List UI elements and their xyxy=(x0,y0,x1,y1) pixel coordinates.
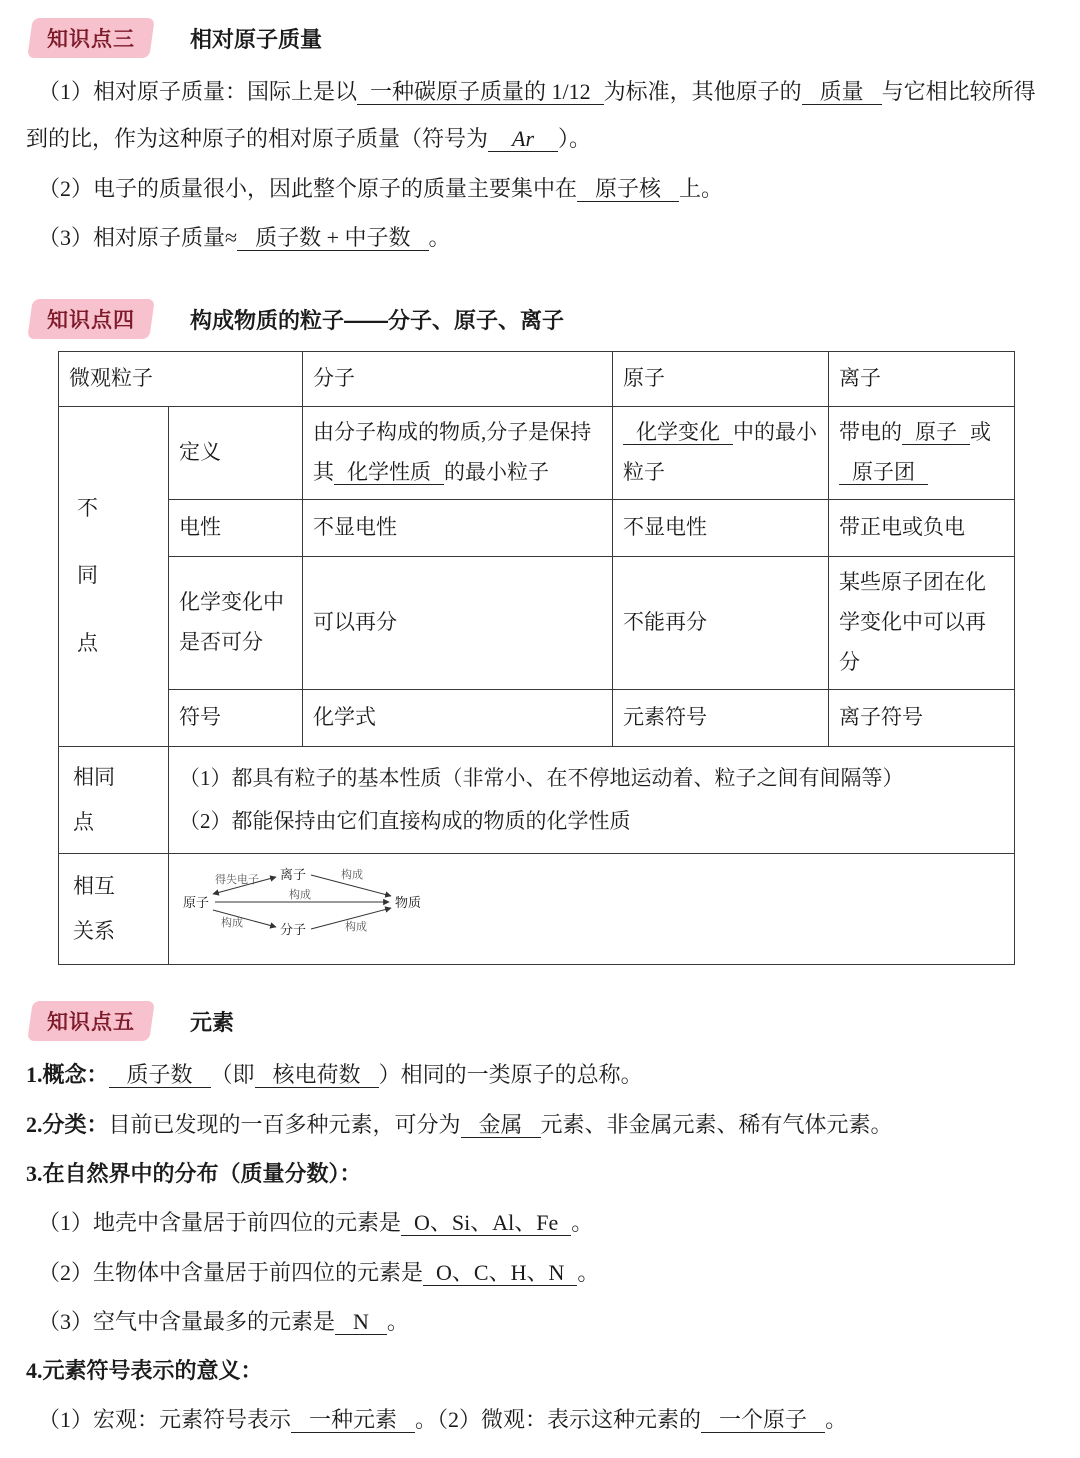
similarity-line-2: （2）都能保持由它们直接构成的物质的化学性质 xyxy=(179,808,631,833)
label-line: 关系 xyxy=(73,918,115,943)
item-label: 2.分类： xyxy=(26,1111,109,1137)
text-segment: ）相同的一类原子的总称。 xyxy=(378,1062,643,1088)
k5-concept xyxy=(26,1051,1052,1098)
cell-ion-definition xyxy=(829,407,1015,500)
blank-answer-one-element: 一种元素 xyxy=(291,1407,415,1433)
relationship-content xyxy=(169,854,1015,965)
label-line: 相互 xyxy=(73,873,115,898)
text-segment: 带电的 xyxy=(839,420,902,445)
cell-atom-divisibility: 不能再分 xyxy=(613,556,829,689)
row-label-symbol: 符号 xyxy=(169,689,303,746)
item-label: 4.元素符号表示的意义： xyxy=(26,1358,263,1384)
knowledge-point-3-badge xyxy=(27,18,155,58)
item-label: 3.在自然界中的分布（质量分数）： xyxy=(26,1160,362,1186)
label-line: 点 xyxy=(73,809,94,834)
cell-ion-divisibility: 某些原子团在化学变化中可以再分 xyxy=(829,556,1015,689)
arrow-label-compose-atom-molecule: 构成 xyxy=(221,917,243,930)
blank-answer-one-atom: 一个原子 xyxy=(701,1407,825,1433)
text-segment: 或 xyxy=(970,420,991,445)
node-matter: 物质 xyxy=(395,895,422,911)
blank-answer-mass: 质量 xyxy=(802,79,882,105)
particles-comparison-table xyxy=(58,351,1015,965)
knowledge-point-3-badge-label: 知识点三 xyxy=(47,28,135,51)
section-k4-title: 构成物质的粒子——分子、原子、离子 xyxy=(190,307,565,333)
cell-molecule-symbol: 化学式 xyxy=(303,689,613,746)
k5-symbol-meaning-detail xyxy=(26,1396,1052,1443)
cell-atom-definition xyxy=(613,407,829,500)
blank-answer-air-element: N xyxy=(335,1309,387,1335)
k5-distribution-heading xyxy=(26,1150,1052,1197)
blank-answer-atom-group: 原子团 xyxy=(839,460,928,485)
col-header-atom: 原子 xyxy=(613,352,829,407)
row-label-charge: 电性 xyxy=(169,499,303,556)
blank-answer-nuclear-charge: 核电荷数 xyxy=(255,1062,379,1088)
text-segment: （1）相对原子质量：国际上是以 xyxy=(38,79,358,104)
table-row-charge xyxy=(59,499,1015,556)
blank-answer-proton-number: 质子数 xyxy=(109,1062,211,1088)
col-header-ion: 离子 xyxy=(829,352,1015,407)
table-row-symbol xyxy=(59,689,1015,746)
text-segment: （1）宏观：元素符号表示 xyxy=(38,1407,292,1433)
cell-ion-charge: 带正电或负电 xyxy=(829,499,1015,556)
k5-distribution-air xyxy=(26,1298,1052,1345)
label-line: 相同 xyxy=(73,764,115,789)
table-row-relationship xyxy=(59,854,1015,965)
cell-ion-symbol: 离子符号 xyxy=(829,689,1015,746)
blank-answer-carbon-standard: 一种碳原子质量的 1/12 xyxy=(357,79,604,105)
text-segment: 中的最小粒子 xyxy=(623,420,817,485)
table-row-similarities xyxy=(59,746,1015,854)
blank-answer-chemical-change: 化学变化 xyxy=(623,420,733,445)
diff-label-char: 点 xyxy=(77,631,98,656)
table-row-definition xyxy=(59,407,1015,500)
section-k3-title: 相对原子质量 xyxy=(190,26,323,52)
similarity-line-1: （1）都具有粒子的基本性质（非常小、在不停地运动着、粒子之间有间隔等） xyxy=(179,765,904,790)
knowledge-point-5-badge-label: 知识点五 xyxy=(47,1011,135,1035)
text-segment: （1）地壳中含量居于前四位的元素是 xyxy=(38,1210,402,1236)
k5-distribution-crust xyxy=(26,1199,1052,1246)
text-segment: 与它相比较所得到的比，作为这种原子的相对原子质量（符号为 xyxy=(26,79,1036,152)
diff-label-char: 不 xyxy=(77,495,98,520)
text-segment: 为标准，其他原子的 xyxy=(603,79,802,104)
blank-answer-chemical-properties: 化学性质 xyxy=(334,460,444,485)
node-ion: 离子 xyxy=(280,867,307,883)
k3-item-2 xyxy=(26,165,1052,212)
differences-row-label xyxy=(59,407,169,746)
text-segment: 。 xyxy=(571,1210,594,1236)
blank-answer-metal: 金属 xyxy=(461,1112,541,1138)
cell-molecule-divisibility: 可以再分 xyxy=(303,556,613,689)
similarities-content xyxy=(169,746,1015,854)
blank-answer-organism-elements: O、C、H、N xyxy=(423,1260,577,1286)
blank-answer-atom: 原子 xyxy=(902,420,970,445)
knowledge-point-4-badge-label: 知识点四 xyxy=(47,309,135,333)
text-segment: （2）电子的质量很小，因此整个原子的质量主要集中在 xyxy=(38,175,578,201)
text-segment: 。（2）微观：表示这种元素的 xyxy=(415,1407,702,1433)
col-header-molecule: 分子 xyxy=(303,352,613,407)
text-segment: 上。 xyxy=(679,175,724,201)
k5-classification xyxy=(26,1101,1052,1148)
text-segment: 目前已发现的一百多种元素，可分为 xyxy=(108,1111,461,1137)
text-segment: 。 xyxy=(577,1259,600,1285)
cell-molecule-charge: 不显电性 xyxy=(303,499,613,556)
k5-symbol-meaning-heading xyxy=(26,1347,1052,1394)
text-segment: 的最小粒子 xyxy=(444,460,549,485)
knowledge-point-5-badge xyxy=(27,1001,155,1041)
blank-answer-protons-plus-neutrons: 质子数 + 中子数 xyxy=(237,225,428,251)
diff-label-char: 同 xyxy=(77,563,98,588)
blank-answer-crust-elements: O、Si、Al、Fe xyxy=(401,1210,571,1236)
text-segment: （3）空气中含量最多的元素是 xyxy=(38,1308,336,1334)
node-atom: 原子 xyxy=(183,895,210,911)
item-label: 1.概念： xyxy=(26,1062,109,1088)
arrow-label-compose-molecule-matter: 构成 xyxy=(345,921,367,934)
similarities-row-label xyxy=(59,746,169,854)
blank-answer-ar-symbol: Ar xyxy=(488,126,558,152)
node-molecule: 分子 xyxy=(280,922,307,938)
particle-relationship-diagram xyxy=(179,860,439,944)
text-segment: （2）生物体中含量居于前四位的元素是 xyxy=(38,1259,424,1285)
section-k5-header xyxy=(30,1001,1052,1041)
text-segment: 元素、非金属元素、稀有气体元素。 xyxy=(540,1111,893,1137)
k3-item-3 xyxy=(26,214,1052,261)
text-segment: （即 xyxy=(210,1062,255,1088)
text-segment: ）。 xyxy=(558,126,592,152)
table-row-divisibility xyxy=(59,556,1015,689)
cell-molecule-definition xyxy=(303,407,613,500)
row-label-definition: 定义 xyxy=(169,407,303,500)
text-segment: 。 xyxy=(428,224,451,250)
col-header-micro-particle: 微观粒子 xyxy=(59,352,303,407)
text-segment: （3）相对原子质量≈ xyxy=(38,224,238,250)
arrow-label-gain-lose-electrons: 得失电子 xyxy=(215,874,259,887)
relationship-row-label xyxy=(59,854,169,965)
k3-item-1 xyxy=(26,68,1052,163)
section-k3-header xyxy=(30,18,1052,58)
section-k4-header xyxy=(30,299,1052,339)
cell-atom-symbol: 元素符号 xyxy=(613,689,829,746)
cell-atom-charge: 不显电性 xyxy=(613,499,829,556)
section-k5-title: 元素 xyxy=(190,1009,235,1035)
text-segment: 由分子构成的物质,分子是保持其 xyxy=(313,420,592,485)
arrow-label-compose-ion-matter: 构成 xyxy=(341,869,363,882)
knowledge-point-4-badge xyxy=(27,299,155,339)
text-segment: 。 xyxy=(825,1407,848,1433)
table-header-row xyxy=(59,352,1015,407)
k5-distribution-organism xyxy=(26,1249,1052,1296)
text-segment: 。 xyxy=(386,1308,409,1334)
blank-answer-nucleus: 原子核 xyxy=(577,176,679,202)
row-label-divisibility: 化学变化中是否可分 xyxy=(169,556,303,689)
arrow-label-compose-atom-matter: 构成 xyxy=(289,889,311,902)
